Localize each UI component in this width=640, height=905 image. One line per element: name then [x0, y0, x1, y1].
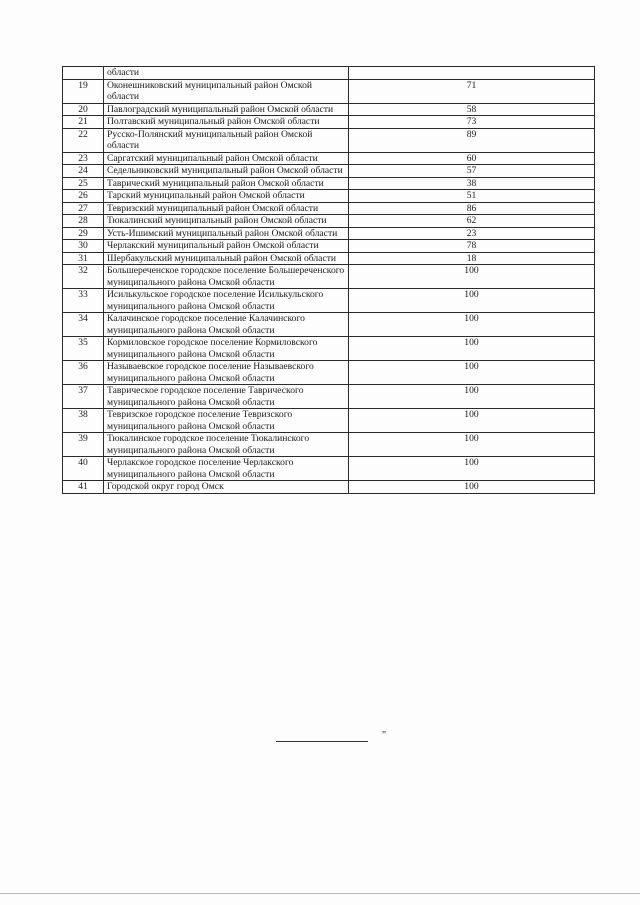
row-value: 58	[349, 103, 595, 116]
row-value: 62	[349, 215, 595, 228]
row-name: Усть-Ишимский муниципальный район Омской области	[104, 227, 349, 240]
table-row	[63, 337, 595, 361]
row-value	[349, 67, 595, 80]
row-name: Называевское городское поселение Называевского муниципального района Омской области	[104, 361, 349, 385]
row-name: Таврическое городское поселение Таврического муниципального района Омской области	[104, 385, 349, 409]
table-row	[63, 433, 595, 457]
row-number: 34	[63, 313, 104, 337]
table-row	[63, 265, 595, 289]
row-number: 41	[63, 481, 104, 494]
table-body	[63, 67, 595, 494]
row-name: Таврический муниципальный район Омской области	[104, 177, 349, 190]
table-row	[63, 481, 595, 494]
row-name: Тевризский муниципальный район Омской области	[104, 202, 349, 215]
table-row	[63, 165, 595, 178]
row-number	[63, 67, 104, 80]
row-number: 35	[63, 337, 104, 361]
row-name: области	[104, 67, 349, 80]
table-row	[63, 128, 595, 152]
row-value: 100	[349, 481, 595, 494]
row-number: 29	[63, 227, 104, 240]
table-row	[63, 457, 595, 481]
row-name: Тюкалинское городское поселение Тюкалинского муниципального района Омской области	[104, 433, 349, 457]
row-number: 36	[63, 361, 104, 385]
row-value: 73	[349, 116, 595, 129]
row-name: Тюкалинский муниципальный район Омской области	[104, 215, 349, 228]
row-value: 71	[349, 79, 595, 103]
table-row	[63, 409, 595, 433]
row-number: 30	[63, 240, 104, 253]
row-number: 26	[63, 190, 104, 203]
row-number: 23	[63, 152, 104, 165]
row-name: Оконешниковский муниципальный район Омской области	[104, 79, 349, 103]
row-name: Тевризское городское поселение Тевризского муниципального района Омской области	[104, 409, 349, 433]
table-row	[63, 215, 595, 228]
row-number: 19	[63, 79, 104, 103]
row-value: 78	[349, 240, 595, 253]
row-number: 33	[63, 289, 104, 313]
footer-divider	[276, 741, 368, 742]
table-row	[63, 152, 595, 165]
row-value: 100	[349, 433, 595, 457]
row-value: 51	[349, 190, 595, 203]
table-row	[63, 116, 595, 129]
table-row	[63, 177, 595, 190]
table-row	[63, 103, 595, 116]
row-name: Калачинское городское поселение Калачинского муниципального района Омской области	[104, 313, 349, 337]
row-name: Шербакульский муниципальный район Омской области	[104, 252, 349, 265]
row-name: Русско-Полянский муниципальный район Омской области	[104, 128, 349, 152]
row-name: Полтавский муниципальный район Омской области	[104, 116, 349, 129]
scan-edge-line	[0, 893, 640, 894]
row-number: 22	[63, 128, 104, 152]
row-value: 100	[349, 337, 595, 361]
row-number: 37	[63, 385, 104, 409]
row-name: Саргатский муниципальный район Омской области	[104, 152, 349, 165]
row-name: Седельниковский муниципальный район Омской области	[104, 165, 349, 178]
row-number: 28	[63, 215, 104, 228]
row-value: 60	[349, 152, 595, 165]
table-row	[63, 190, 595, 203]
row-value: 100	[349, 361, 595, 385]
row-number: 31	[63, 252, 104, 265]
table-row	[63, 227, 595, 240]
row-name: Кормиловское городское поселение Кормиловского муниципального района Омской области	[104, 337, 349, 361]
table-row	[63, 79, 595, 103]
table-row	[63, 252, 595, 265]
row-value: 100	[349, 457, 595, 481]
row-number: 27	[63, 202, 104, 215]
row-number: 32	[63, 265, 104, 289]
row-value: 57	[349, 165, 595, 178]
table-row	[63, 361, 595, 385]
row-value: 89	[349, 128, 595, 152]
row-name: Тарский муниципальный район Омской области	[104, 190, 349, 203]
row-value: 23	[349, 227, 595, 240]
indicator-table	[62, 66, 595, 494]
table-row	[63, 385, 595, 409]
row-number: 38	[63, 409, 104, 433]
closing-quote: "	[382, 730, 387, 741]
table-row	[63, 202, 595, 215]
table-row	[63, 289, 595, 313]
row-number: 39	[63, 433, 104, 457]
row-value: 86	[349, 202, 595, 215]
row-value: 100	[349, 409, 595, 433]
row-number: 40	[63, 457, 104, 481]
row-name: Городской округ город Омск	[104, 481, 349, 494]
table-row-continuation	[63, 67, 595, 80]
row-number: 24	[63, 165, 104, 178]
row-name: Большереченское городское поселение Большереченского муниципального района Омской области	[104, 265, 349, 289]
row-number: 25	[63, 177, 104, 190]
row-name: Исилькульское городское поселение Исилькульского муниципального района Омской области	[104, 289, 349, 313]
row-value: 38	[349, 177, 595, 190]
row-value: 100	[349, 265, 595, 289]
row-number: 20	[63, 103, 104, 116]
row-value: 18	[349, 252, 595, 265]
table-row	[63, 313, 595, 337]
row-name: Павлоградский муниципальный район Омской области	[104, 103, 349, 116]
table-row	[63, 240, 595, 253]
row-value: 100	[349, 313, 595, 337]
row-number: 21	[63, 116, 104, 129]
row-value: 100	[349, 385, 595, 409]
row-name: Черлакский муниципальный район Омской области	[104, 240, 349, 253]
row-name: Черлакское городское поселение Черлакского муниципального района Омской области	[104, 457, 349, 481]
row-value: 100	[349, 289, 595, 313]
